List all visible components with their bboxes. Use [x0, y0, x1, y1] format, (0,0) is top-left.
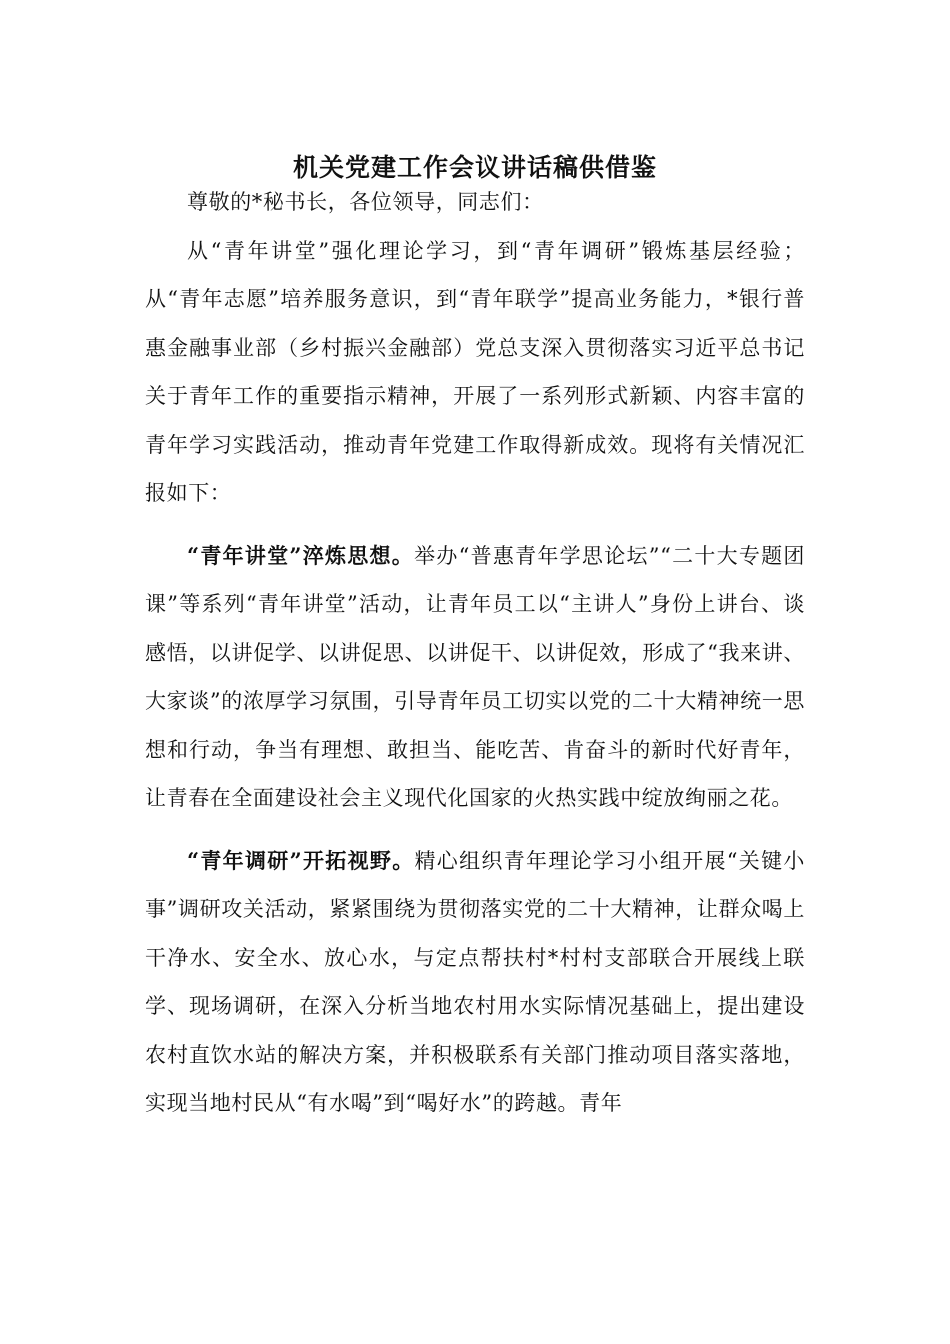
paragraph-intro [145, 227, 805, 518]
salutation: 尊敬的*秘书长，各位领导，同志们： [187, 190, 544, 214]
paragraph-gap [145, 823, 805, 837]
paragraph-youth-lecture [145, 532, 805, 823]
paragraph-text: 举办“普惠青年学思论坛”“二十大专题团课”等系列“青年讲堂”活动，让青年员工以“主讲人”身份上讲台、谈感悟，以讲促学、以讲促思、以讲促干、以讲促效，形成了“我来讲、大家谈”的浓厚学习氛围，引导青年员工切实以党的二十大精神统一思想和行动，争当有理想、敢担当、能吃苦、肯奋斗的新时代好青年，让青春在全面建设社会主义现代化国家的火热实践中绽放绚丽之花。 [145, 543, 805, 810]
document-body [145, 178, 805, 1128]
document-title: 机关党建工作会议讲话稿供借鉴 [292, 153, 657, 182]
paragraph-text: 精心组织青年理论学习小组开展“关键小事”调研攻关活动，紧紧围绕为贯彻落实党的二十大精神，让群众喝上干净水、安全水、放心水，与定点帮扶村*村村支部联合开展线上联学、现场调研，在深入分析当地农村用水实际情况基础上，提出建设农村直饮水站的解决方案，并积极联系有关部门推动项目落实落地，实现当地村民从“有水喝”到“喝好水”的跨越。青年 [145, 848, 805, 1115]
paragraph-text: 从“青年讲堂”强化理论学习，到“青年调研”锻炼基层经验；从“青年志愿”培养服务意识，到“青年联学”提高业务能力，*银行普惠金融事业部（乡村振兴金融部）党总支深入贯彻落实习近平总书记关于青年工作的重要指示精神，开展了一系列形式新颖、内容丰富的青年学习实践活动，推动青年党建工作取得新成效。现将有关情况汇报如下： [145, 238, 805, 505]
paragraph-youth-research [145, 837, 805, 1128]
paragraph-lead: “青年调研”开拓视野。 [187, 847, 415, 873]
paragraph-gap [145, 518, 805, 532]
paragraph-lead: “青年讲堂”淬炼思想。 [187, 542, 415, 568]
